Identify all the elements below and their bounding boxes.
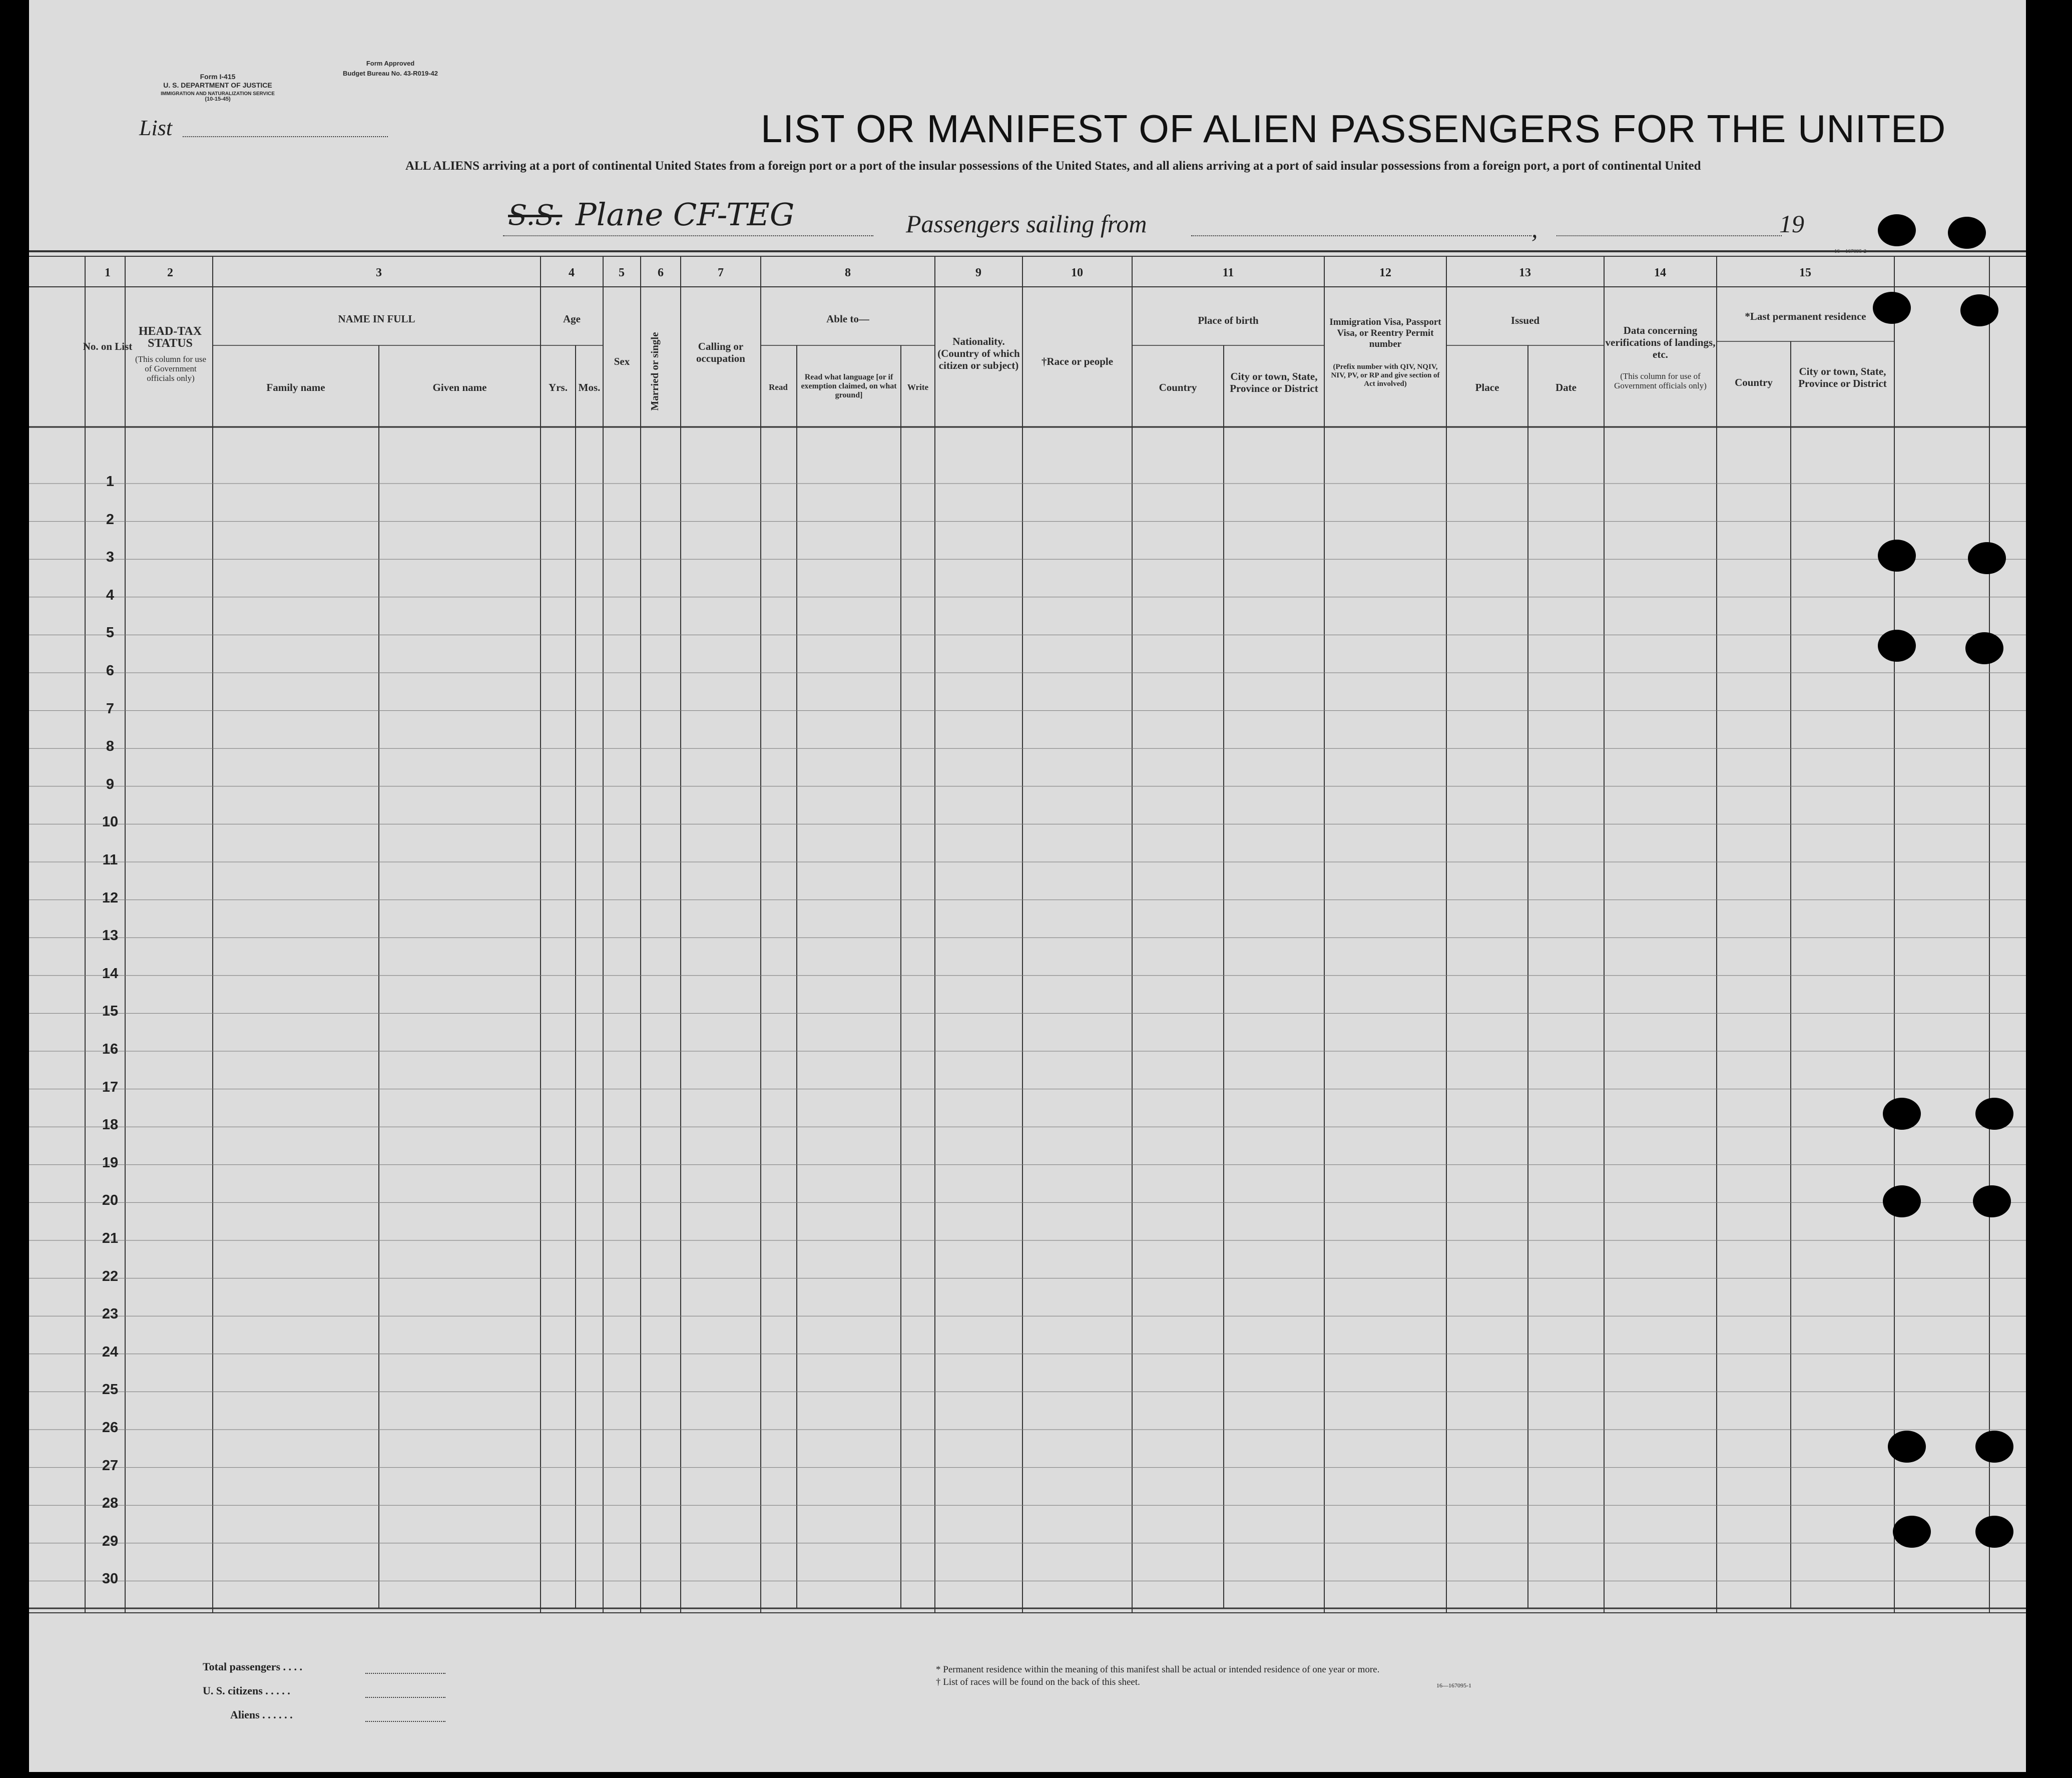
col-residence-city: City or town, State, Province or District bbox=[1798, 365, 1887, 389]
service: IMMIGRATION AND NATURALIZATION SERVICE bbox=[161, 91, 275, 97]
row-number: 23 bbox=[102, 1306, 119, 1322]
col-read: Read bbox=[769, 382, 788, 392]
row-number: 4 bbox=[106, 587, 115, 603]
budget-bureau: Budget Bureau No. 43-R019-42 bbox=[343, 70, 438, 77]
row-number: 10 bbox=[102, 814, 119, 830]
column-number: 14 bbox=[1654, 266, 1666, 279]
col-visa-note: (Prefix number with QIV, NQIV, NIV, PV, or RP and give section of Act involved) bbox=[1331, 363, 1440, 388]
col-landing-data: Data concerning verifications of landings, etc. bbox=[1605, 324, 1716, 360]
list-label: List bbox=[139, 116, 173, 140]
row-number: 22 bbox=[102, 1268, 119, 1284]
row-number: 30 bbox=[102, 1571, 119, 1587]
row-number: 6 bbox=[106, 663, 115, 679]
col-name-in-full: NAME IN FULL bbox=[338, 313, 415, 325]
row-number: 7 bbox=[106, 700, 115, 717]
column-number: 13 bbox=[1519, 266, 1531, 279]
col-given-name: Given name bbox=[432, 381, 487, 393]
column-number: 8 bbox=[845, 266, 851, 279]
year-prefix: 19 bbox=[1779, 210, 1804, 238]
aliens-label: Aliens . . . . . . bbox=[230, 1708, 293, 1721]
row-number: 24 bbox=[102, 1344, 119, 1360]
col-sex: Sex bbox=[614, 355, 630, 367]
column-number: 15 bbox=[1799, 266, 1811, 279]
print-code-top: 16—167095-2 bbox=[1834, 248, 1867, 254]
row-number: 16 bbox=[102, 1041, 119, 1057]
row-number: 19 bbox=[102, 1154, 119, 1171]
col-nationality: Nationality. (Country of which citizen or subject) bbox=[937, 335, 1020, 371]
col-landing-note: (This column for use of Government officials only) bbox=[1614, 371, 1707, 390]
col-residence-country: Country bbox=[1735, 376, 1773, 388]
col-visa: Immigration Visa, Passport Visa, or Reentry Permit number bbox=[1329, 317, 1441, 349]
punch-hole bbox=[1965, 632, 2003, 664]
column-number: 12 bbox=[1379, 266, 1391, 279]
manifest-title: LIST OR MANIFEST OF ALIEN PASSENGERS FOR THE UNITED bbox=[761, 107, 1946, 151]
punch-hole bbox=[1948, 217, 1986, 249]
punch-hole bbox=[1960, 294, 1998, 326]
punch-hole bbox=[1975, 1098, 2013, 1130]
row-number: 29 bbox=[102, 1533, 119, 1549]
punch-hole bbox=[1878, 540, 1916, 572]
vessel-name: Plane CF-TEG bbox=[576, 196, 795, 233]
col-last-residence: *Last permanent residence bbox=[1745, 310, 1866, 322]
manifest-subtitle: ALL ALIENS arriving at a port of continental United States from a foreign port or a port of the insular possessions of the United States, and all aliens arriving at a port of said insular possessions from a foreign port, a port of continental United bbox=[405, 159, 1701, 173]
form-number: Form I-415 bbox=[200, 73, 236, 81]
punch-hole bbox=[1975, 1431, 2013, 1463]
column-number: 2 bbox=[167, 266, 173, 279]
column-number: 5 bbox=[619, 266, 625, 279]
row-number: 20 bbox=[102, 1192, 119, 1209]
row-number: 12 bbox=[102, 890, 119, 906]
punch-hole bbox=[1888, 1431, 1926, 1463]
column-number: 3 bbox=[376, 266, 382, 279]
row-number: 2 bbox=[106, 511, 115, 528]
col-age-yrs: Yrs. bbox=[549, 381, 568, 393]
punch-hole bbox=[1975, 1516, 2013, 1548]
row-number: 25 bbox=[102, 1382, 119, 1398]
col-no-on-list: No. on List bbox=[83, 340, 133, 352]
punch-hole bbox=[1968, 542, 2006, 574]
column-number: 9 bbox=[975, 266, 981, 279]
col-age-mos: Mos. bbox=[578, 381, 601, 393]
column-number: 10 bbox=[1071, 266, 1083, 279]
col-birth-city: City or town, State, Province or District bbox=[1230, 370, 1318, 394]
punch-hole bbox=[1883, 1098, 1921, 1130]
column-number: 4 bbox=[569, 266, 575, 279]
col-head-tax: HEAD-TAX STATUS bbox=[138, 325, 202, 350]
punch-hole bbox=[1973, 1185, 2011, 1217]
row-number: 21 bbox=[102, 1230, 119, 1246]
footnote-residence: * Permanent residence within the meaning of this manifest shall be actual or intended residence of one year or more. bbox=[936, 1664, 1380, 1675]
col-married: Married or single bbox=[649, 332, 661, 411]
us-citizens-label: U. S. citizens . . . . . bbox=[203, 1684, 290, 1697]
column-number: 11 bbox=[1222, 266, 1234, 279]
print-code-bottom: 16—167095-1 bbox=[1436, 1682, 1471, 1689]
row-number: 18 bbox=[102, 1117, 119, 1133]
col-read-language: Read what language [or if exemption claimed, on what ground] bbox=[801, 373, 897, 399]
sailing-from-label: Passengers sailing from bbox=[906, 210, 1147, 238]
col-age: Age bbox=[563, 313, 581, 325]
row-number: 28 bbox=[102, 1495, 119, 1512]
row-number: 14 bbox=[102, 965, 119, 982]
col-able-to: Able to— bbox=[826, 313, 869, 325]
col-head-tax-note: (This column for use of Government officials only) bbox=[135, 354, 207, 383]
column-number: 7 bbox=[718, 266, 724, 279]
col-race: †Race or people bbox=[1041, 355, 1114, 367]
punch-hole bbox=[1893, 1516, 1931, 1548]
row-number: 13 bbox=[102, 928, 119, 944]
punch-hole bbox=[1873, 292, 1911, 324]
footnote-races: † List of races will be found on the back of this sheet. bbox=[936, 1677, 1140, 1687]
row-number: 27 bbox=[102, 1457, 119, 1474]
col-family-name: Family name bbox=[266, 381, 325, 393]
punch-hole bbox=[1878, 214, 1916, 246]
ss-label: S.S. bbox=[508, 199, 563, 232]
department: U. S. DEPARTMENT OF JUSTICE bbox=[163, 81, 272, 89]
col-place-of-birth: Place of birth bbox=[1198, 314, 1259, 326]
row-number: 1 bbox=[106, 474, 115, 490]
col-issued: Issued bbox=[1510, 314, 1540, 326]
col-issued-date: Date bbox=[1556, 381, 1577, 393]
row-number: 5 bbox=[106, 625, 115, 641]
row-number: 8 bbox=[106, 738, 115, 755]
col-write: Write bbox=[907, 382, 929, 392]
form-date: (10-15-45) bbox=[205, 96, 231, 102]
col-issued-place: Place bbox=[1475, 381, 1499, 393]
punch-hole bbox=[1883, 1185, 1921, 1217]
row-number: 3 bbox=[106, 549, 115, 566]
col-birth-country: Country bbox=[1159, 381, 1197, 393]
row-number: 11 bbox=[102, 852, 118, 868]
total-passengers-label: Total passengers . . . . bbox=[203, 1660, 303, 1673]
row-number: 17 bbox=[102, 1079, 119, 1095]
punch-hole bbox=[1878, 630, 1916, 662]
row-number: 26 bbox=[102, 1420, 119, 1436]
form-approved: Form Approved bbox=[366, 60, 415, 67]
row-number: 9 bbox=[106, 776, 115, 792]
row-number: 15 bbox=[102, 1003, 119, 1020]
column-number: 1 bbox=[105, 266, 111, 279]
column-number: 6 bbox=[658, 266, 664, 279]
col-calling: Calling or occupation bbox=[696, 340, 745, 364]
